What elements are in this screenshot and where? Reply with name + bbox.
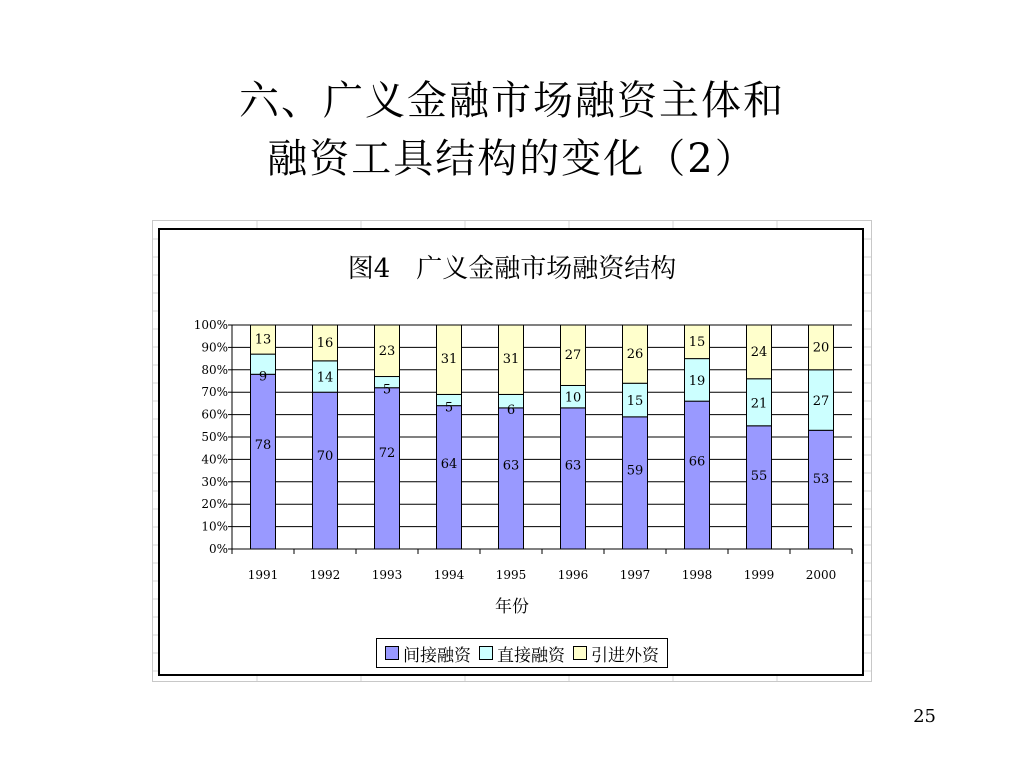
x-tick-label: 1997 — [619, 568, 651, 582]
bar-value-label: 70 — [316, 448, 334, 464]
bar-segment — [561, 408, 586, 549]
y-tick-label: 90% — [201, 340, 228, 355]
bar-value-label: 27 — [812, 394, 830, 410]
bar-value-label: 20 — [812, 340, 830, 356]
bar-value-label: 21 — [750, 396, 768, 412]
y-tick-label: 40% — [201, 452, 228, 467]
legend-label-foreign: 引进外资 — [591, 645, 659, 666]
bar-value-label: 27 — [564, 348, 582, 364]
bar-value-label: 6 — [506, 402, 516, 418]
bar-value-label: 10 — [564, 390, 582, 406]
y-tick-label: 20% — [201, 497, 228, 512]
legend-label-direct: 直接融资 — [497, 645, 565, 666]
bar-segment — [437, 406, 462, 549]
bar-value-label: 26 — [626, 347, 644, 363]
slide-title-line-2: 融资工具结构的变化（2） — [267, 136, 757, 182]
bar-segment — [747, 426, 772, 549]
page-number: 25 — [913, 706, 936, 727]
y-tick-label: 50% — [201, 430, 228, 444]
bar-value-label: 31 — [502, 352, 520, 367]
bar-value-label: 66 — [688, 454, 706, 470]
bar-value-label: 55 — [750, 469, 768, 485]
bar-value-label: 72 — [378, 446, 396, 462]
x-tick-label: 1998 — [681, 568, 713, 582]
bar-value-label: 64 — [440, 456, 458, 472]
chart-legend — [376, 638, 668, 668]
bar-value-label: 15 — [688, 334, 706, 350]
slide-title-line-1: 六、广义金融市场融资主体和 — [239, 78, 785, 124]
bar-value-label: 63 — [564, 458, 582, 474]
x-tick-label: 1999 — [743, 568, 775, 582]
legend-item-foreign — [573, 641, 659, 666]
bar-value-label: 59 — [626, 463, 644, 479]
bar-value-label: 23 — [378, 343, 396, 359]
y-tick-label: 80% — [201, 362, 228, 377]
x-tick-label: 1992 — [309, 568, 341, 582]
legend-swatch-direct — [479, 646, 493, 660]
x-axis-label: 年份 — [495, 597, 529, 617]
x-tick-label: 2000 — [805, 568, 837, 582]
legend-label-indirect: 间接融资 — [403, 645, 471, 666]
legend-swatch-foreign — [573, 646, 587, 660]
bar-value-label: 63 — [502, 458, 520, 474]
bar-value-label: 5 — [444, 400, 454, 416]
bar-value-label: 24 — [750, 344, 768, 360]
chart-title: 图4 广义金融市场融资结构 — [347, 254, 677, 284]
x-tick-label: 1995 — [495, 568, 527, 582]
bar-segment — [313, 392, 338, 549]
bar-value-label: 5 — [382, 382, 392, 398]
bar-value-label: 9 — [258, 369, 268, 385]
bar-value-label: 15 — [626, 394, 644, 410]
bar-segment — [251, 374, 276, 549]
x-tick-label: 1996 — [557, 568, 589, 582]
bar-value-label: 53 — [812, 471, 830, 487]
bar-value-label: 19 — [688, 373, 706, 389]
bar-segment — [375, 388, 400, 549]
bar-segment — [623, 417, 648, 549]
y-tick-label: 70% — [201, 385, 228, 400]
y-tick-label: 10% — [201, 519, 228, 534]
bar-segment — [685, 401, 710, 549]
y-tick-label: 60% — [201, 407, 228, 422]
y-tick-label: 100% — [193, 318, 228, 332]
legend-item-direct — [479, 641, 565, 666]
y-tick-label: 0% — [208, 542, 228, 556]
bar-value-label: 14 — [316, 370, 334, 386]
x-tick-label: 1994 — [433, 568, 465, 582]
y-tick-label: 30% — [201, 474, 228, 489]
x-tick-label: 1993 — [371, 568, 403, 582]
bar-value-label: 13 — [254, 332, 272, 348]
bar-value-label: 78 — [254, 438, 272, 454]
legend-item-indirect — [385, 641, 471, 666]
bar-value-label: 16 — [316, 335, 334, 351]
x-tick-label: 1991 — [247, 568, 279, 582]
bar-segment — [499, 408, 524, 549]
bar-segment — [809, 430, 834, 549]
legend-swatch-indirect — [385, 646, 399, 660]
bar-value-label: 31 — [440, 352, 458, 367]
